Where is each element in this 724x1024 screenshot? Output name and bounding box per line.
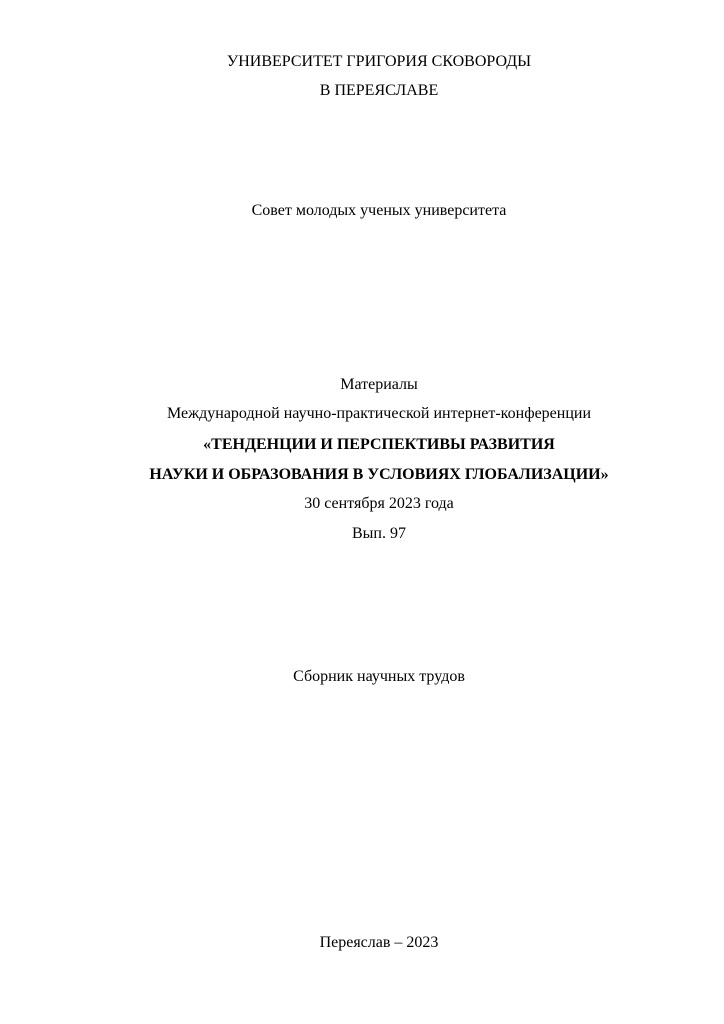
place-and-year: Переяслав – 2023 <box>319 934 439 951</box>
organizer-council: Совет молодых ученых университета <box>251 202 507 219</box>
publication-type: Сборник научных трудов <box>293 668 465 685</box>
university-name-line2: В ПЕРЕЯСЛАВЕ <box>319 82 439 99</box>
conference-date: 30 сентября 2023 года <box>304 495 454 512</box>
conference-title-line2: НАУКИ И ОБРАЗОВАНИЯ В УСЛОВИЯХ ГЛОБАЛИЗАЦИИ» <box>149 466 609 483</box>
issue-number: Вып. 97 <box>352 525 406 542</box>
materials-label: Материалы <box>340 376 418 393</box>
university-name-line1: УНИВЕРСИТЕТ ГРИГОРИЯ СКОВОРОДЫ <box>226 53 532 70</box>
conference-title-line1: «ТЕНДЕНЦИИ И ПЕРСПЕКТИВЫ РАЗВИТИЯ <box>203 436 555 453</box>
conference-type: Международной научно-практической интернет-конференции <box>166 405 592 422</box>
